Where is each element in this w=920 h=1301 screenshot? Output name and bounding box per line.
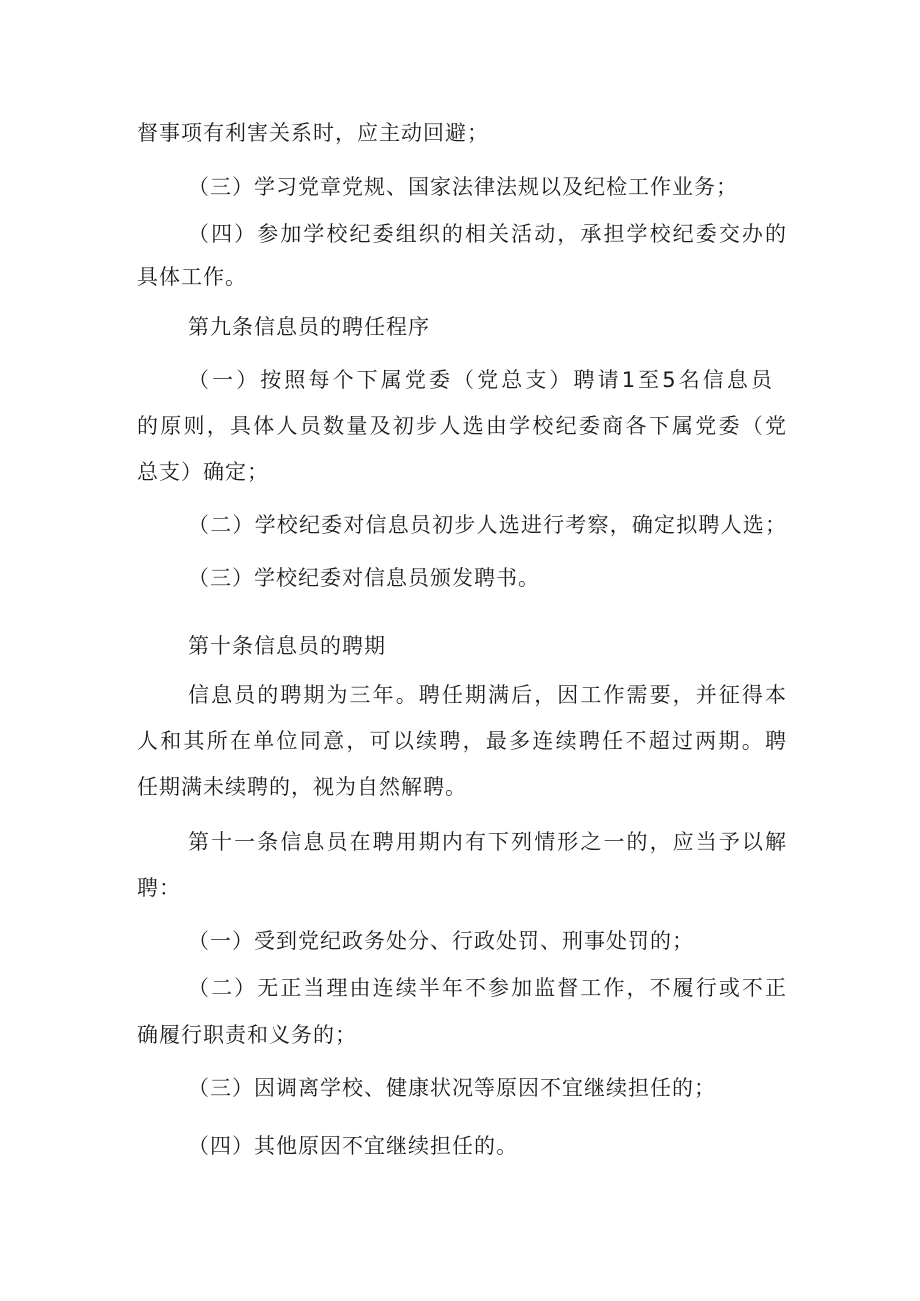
paragraph-line: （三）学习党章党规、国家法律法规以及纪检工作业务； (188, 175, 738, 199)
paragraph-line: 聘： (137, 876, 181, 900)
paragraph-line: （二）无正当理由连续半年不参加监督工作，不履行或不正 (188, 976, 787, 1000)
paragraph-line: （四）参加学校纪委组织的相关活动，承担学校纪委交办的 (188, 222, 787, 246)
section-heading: 第十一条信息员在聘用期内有下列情形之一的，应当予以解 (188, 830, 787, 854)
paragraph-line: 任期满未续聘的，视为自然解聘。 (137, 775, 467, 799)
paragraph-line: （一）受到党纪政务处分、行政处罚、刑事处罚的； (188, 929, 694, 953)
paragraph-line: （一）按照每个下属党委（党总支）聘请1至5名信息员 (188, 368, 773, 392)
paragraph-line: 督事项有利害关系时，应主动回避； (137, 121, 489, 145)
paragraph-line: （三）学校纪委对信息员颁发聘书。 (188, 566, 540, 590)
paragraph-line: 的原则，具体人员数量及初步人选由学校纪委商各下属党委（党 (137, 414, 787, 438)
paragraph-line: 信息员的聘期为三年。聘任期满后，因工作需要，并征得本 (188, 683, 787, 707)
paragraph-line: （四）其他原因不宜继续担任的。 (188, 1134, 518, 1158)
paragraph-line: （二）学校纪委对信息员初步人选进行考察，确定拟聘人选； (188, 513, 787, 537)
section-heading: 第九条信息员的聘任程序 (188, 315, 430, 339)
paragraph-line: 具体工作。 (137, 265, 247, 289)
section-heading: 第十条信息员的聘期 (188, 634, 386, 658)
paragraph-line: 确履行职责和义务的； (137, 1023, 357, 1047)
paragraph-line: 人和其所在单位同意，可以续聘，最多连续聘任不超过两期。聘 (137, 729, 787, 753)
paragraph-line: 总支）确定； (137, 460, 269, 484)
paragraph-line: （三）因调离学校、健康状况等原因不宜继续担任的； (188, 1076, 716, 1100)
